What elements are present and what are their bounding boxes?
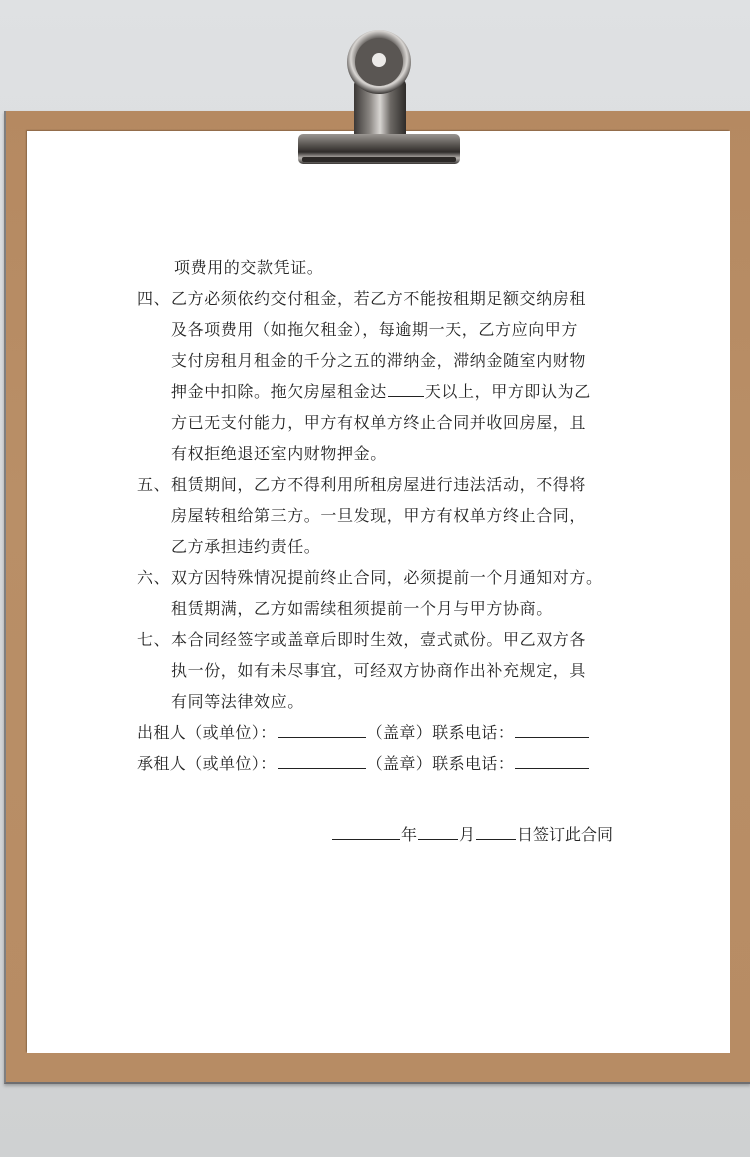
clause-text: 乙方必须依约交付租金，若乙方不能按租期足额交纳房租 (171, 289, 587, 308)
clause-6-line-2: 租赁期满，乙方如需续租须提前一个月与甲方协商。 (171, 599, 553, 618)
clause-number: 七、 (137, 630, 171, 649)
clause-5-line-1 (137, 469, 627, 500)
clause-text: 押金中扣除。拖欠房屋租金达 (171, 382, 387, 401)
clause-4-line-1 (137, 283, 627, 314)
month-blank[interactable] (418, 821, 458, 840)
year-blank[interactable] (332, 821, 400, 840)
lessor-name-blank[interactable] (278, 719, 366, 738)
clause-5-line-3: 乙方承担违约责任。 (171, 537, 321, 556)
signing-date-line (137, 819, 627, 850)
clause-text: 租赁期间，乙方不得利用所租房屋进行违法活动，不得将 (171, 475, 587, 494)
overdue-days-blank[interactable] (388, 378, 424, 397)
phone-label: 联系电话： (432, 723, 515, 742)
clause-4-line-3: 支付房租月租金的千分之五的滞纳金，滞纳金随室内财物 (171, 351, 587, 370)
lessee-label: 承租人（或单位）： (137, 754, 277, 773)
clause-6-line-1 (137, 562, 627, 593)
lessor-signature-row (137, 717, 627, 748)
signature-block (137, 717, 627, 779)
clause-4-line-5: 方已无支付能力，甲方有权单方终止合同并收回房屋，且 (171, 413, 587, 432)
lessor-label: 出租人（或单位）： (137, 723, 277, 742)
phone-label: 联系电话： (432, 754, 515, 773)
clause-number: 四、 (137, 289, 171, 308)
clause-7-line-1 (137, 624, 627, 655)
day-label: 日签订此合同 (516, 825, 613, 844)
lessee-phone-blank[interactable] (515, 750, 589, 769)
year-label: 年 (400, 825, 417, 844)
clause-4-line-2: 及各项费用（如拖欠租金），每逾期一天，乙方应向甲方 (171, 320, 579, 339)
month-label: 月 (458, 825, 475, 844)
clause-5-line-2: 房屋转租给第三方。一旦发现，甲方有权单方终止合同， (171, 506, 587, 525)
clause-4-line-4 (137, 376, 627, 407)
clause-text: 双方因特殊情况提前终止合同，必须提前一个月通知对方。 (171, 568, 603, 587)
clause-number: 六、 (137, 568, 171, 587)
clause-7-line-2: 执一份，如有未尽事宜，可经双方协商作出补充规定，具 (171, 661, 587, 680)
lessor-phone-blank[interactable] (515, 719, 589, 738)
lessee-signature-row (137, 748, 627, 779)
binder-clip-icon (296, 24, 462, 172)
clause-number: 五、 (137, 475, 171, 494)
clause-continuation: 项费用的交款凭证。 (174, 258, 324, 277)
clause-4-line-6: 有权拒绝退还室内财物押金。 (171, 444, 387, 463)
lessee-name-blank[interactable] (278, 750, 366, 769)
contract-body (137, 252, 627, 850)
seal-label: （盖章） (366, 723, 433, 742)
seal-label: （盖章） (366, 754, 433, 773)
day-blank[interactable] (476, 821, 516, 840)
clause-7-line-3: 有同等法律效应。 (171, 692, 304, 711)
clause-text: 天以上，甲方即认为乙 (424, 382, 591, 401)
clause-text: 本合同经签字或盖章后即时生效，壹式贰份。甲乙双方各 (171, 630, 587, 649)
